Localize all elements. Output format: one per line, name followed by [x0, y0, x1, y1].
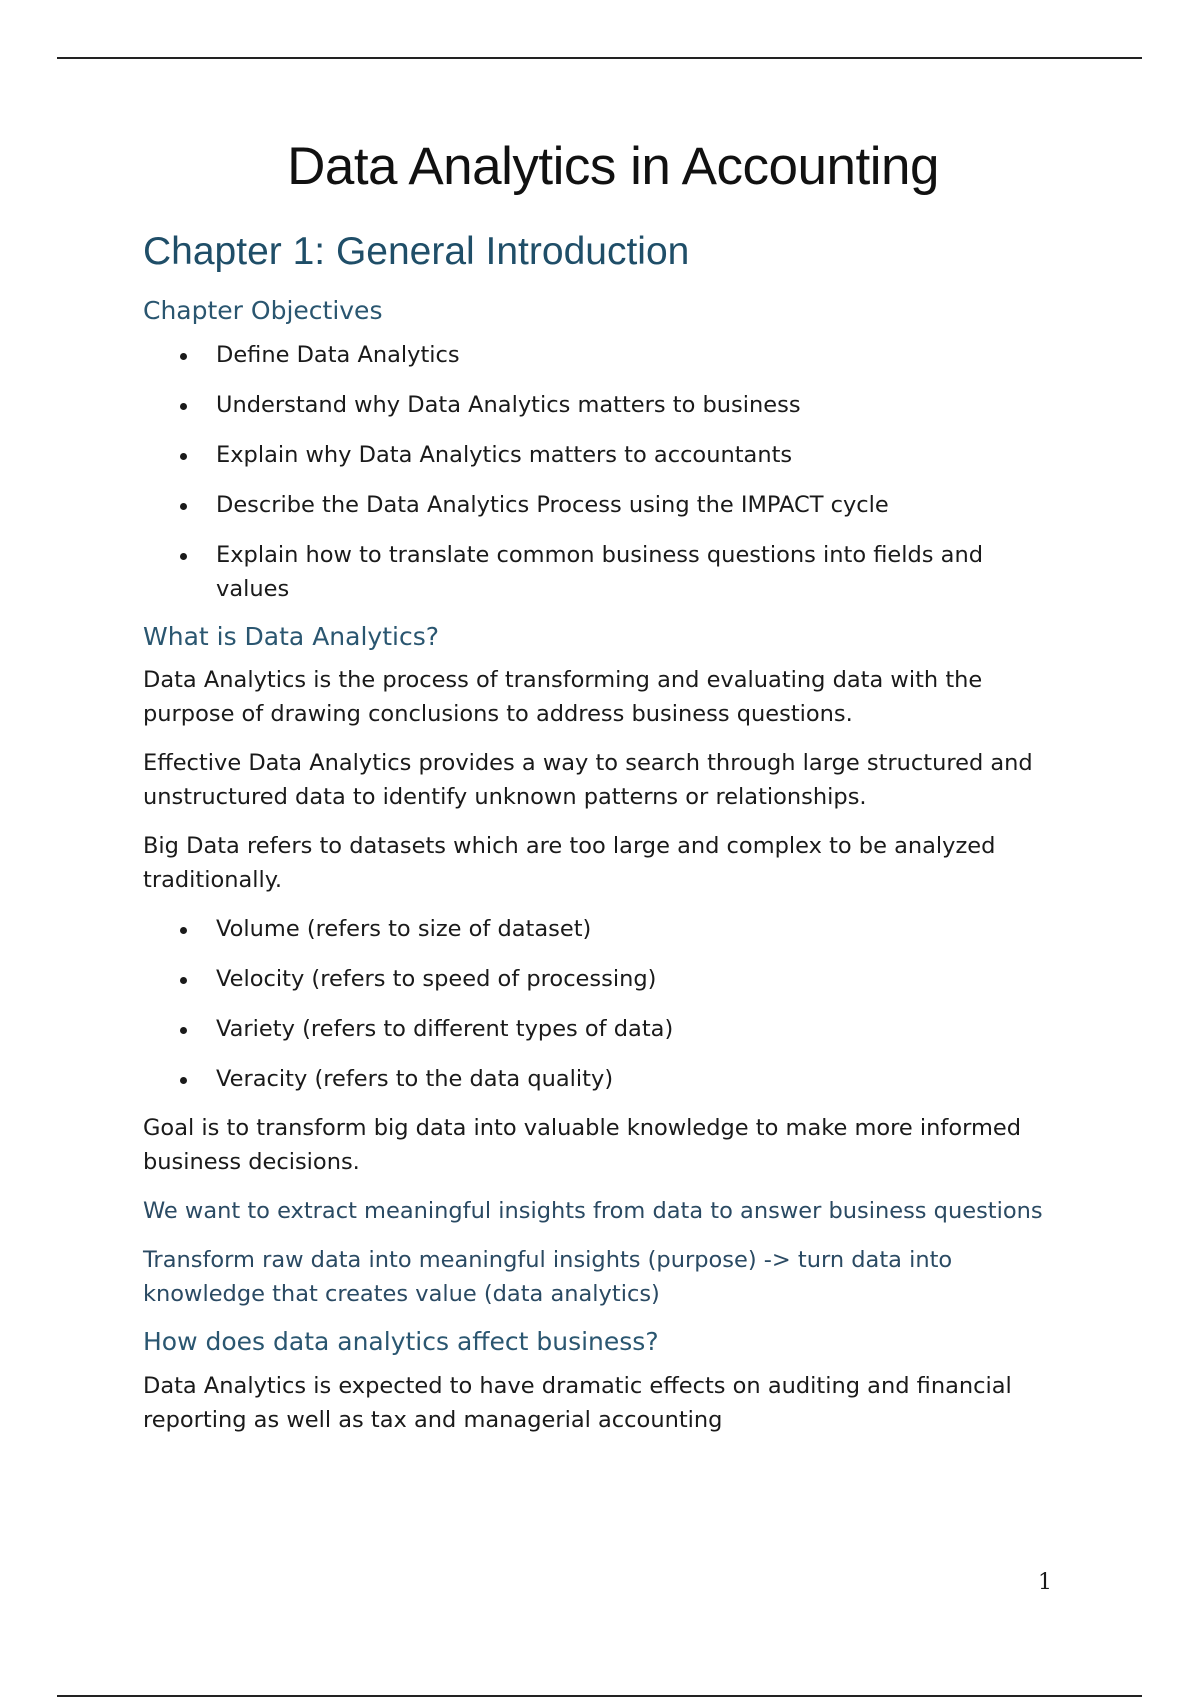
paragraph: Effective Data Analytics provides a way to search through large structured and unstructured data to identify unknown patterns or relationships. — [143, 750, 1033, 811]
list-item — [143, 488, 1063, 522]
bullet-icon — [180, 503, 187, 510]
bottom-rule — [57, 1695, 1142, 1697]
paragraph: Data Analytics is expected to have dramatic effects on auditing and financial reporting as well as tax and managerial accounting — [143, 1372, 1012, 1433]
document-title: Data Analytics in Accounting — [287, 137, 939, 196]
bullet-icon — [180, 403, 187, 410]
chapter-title: Chapter 1: General Introduction — [143, 229, 690, 273]
list-item-text: Describe the Data Analytics Process using the IMPACT cycle — [216, 491, 889, 518]
list-item — [143, 388, 1063, 422]
list-item-text: Understand why Data Analytics matters to business — [216, 391, 801, 418]
bullet-icon — [180, 1077, 187, 1084]
note-paragraph: We want to extract meaningful insights from data to answer business questions — [143, 1198, 1043, 1225]
list-item — [143, 338, 1063, 372]
bullet-icon — [180, 353, 187, 360]
objectives-list — [143, 338, 1063, 606]
note-paragraph: Transform raw data into meaningful insights (purpose) -> turn data into knowledge that creates value (data analytics) — [143, 1247, 953, 1308]
list-item-text: Variety (refers to different types of data) — [216, 1016, 674, 1043]
list-item — [143, 912, 1063, 946]
list-item-text: Explain how to translate common business questions into fields and values — [216, 541, 983, 602]
list-item — [143, 962, 1063, 996]
bullet-icon — [180, 927, 187, 934]
page-number: 1 — [1038, 1570, 1052, 1595]
list-item — [143, 538, 1063, 606]
bullet-icon — [180, 1027, 187, 1034]
big-data-v-list — [143, 912, 1063, 1096]
list-item — [143, 438, 1063, 472]
page-content — [143, 135, 1063, 1452]
objectives-heading: Chapter Objectives — [143, 296, 383, 326]
paragraph: Data Analytics is the process of transforming and evaluating data with the purpose of drawing conclusions to address business questions. — [143, 667, 983, 728]
business-heading: How does data analytics affect business? — [143, 1327, 659, 1357]
list-item — [143, 1012, 1063, 1046]
bullet-icon — [180, 977, 187, 984]
list-item-text: Explain why Data Analytics matters to accountants — [216, 441, 793, 468]
paragraph: Big Data refers to datasets which are too large and complex to be analyzed traditionally. — [143, 833, 996, 894]
what-is-heading: What is Data Analytics? — [143, 621, 439, 651]
list-item-text: Volume (refers to size of dataset) — [216, 916, 592, 943]
list-item-text: Velocity (refers to speed of processing) — [216, 966, 657, 993]
list-item-text: Define Data Analytics — [216, 341, 460, 368]
list-item — [143, 1062, 1063, 1096]
bullet-icon — [180, 453, 187, 460]
top-rule — [57, 57, 1142, 59]
bullet-icon — [180, 553, 187, 560]
paragraph: Goal is to transform big data into valuable knowledge to make more informed business decisions. — [143, 1115, 1022, 1176]
list-item-text: Veracity (refers to the data quality) — [216, 1066, 614, 1093]
